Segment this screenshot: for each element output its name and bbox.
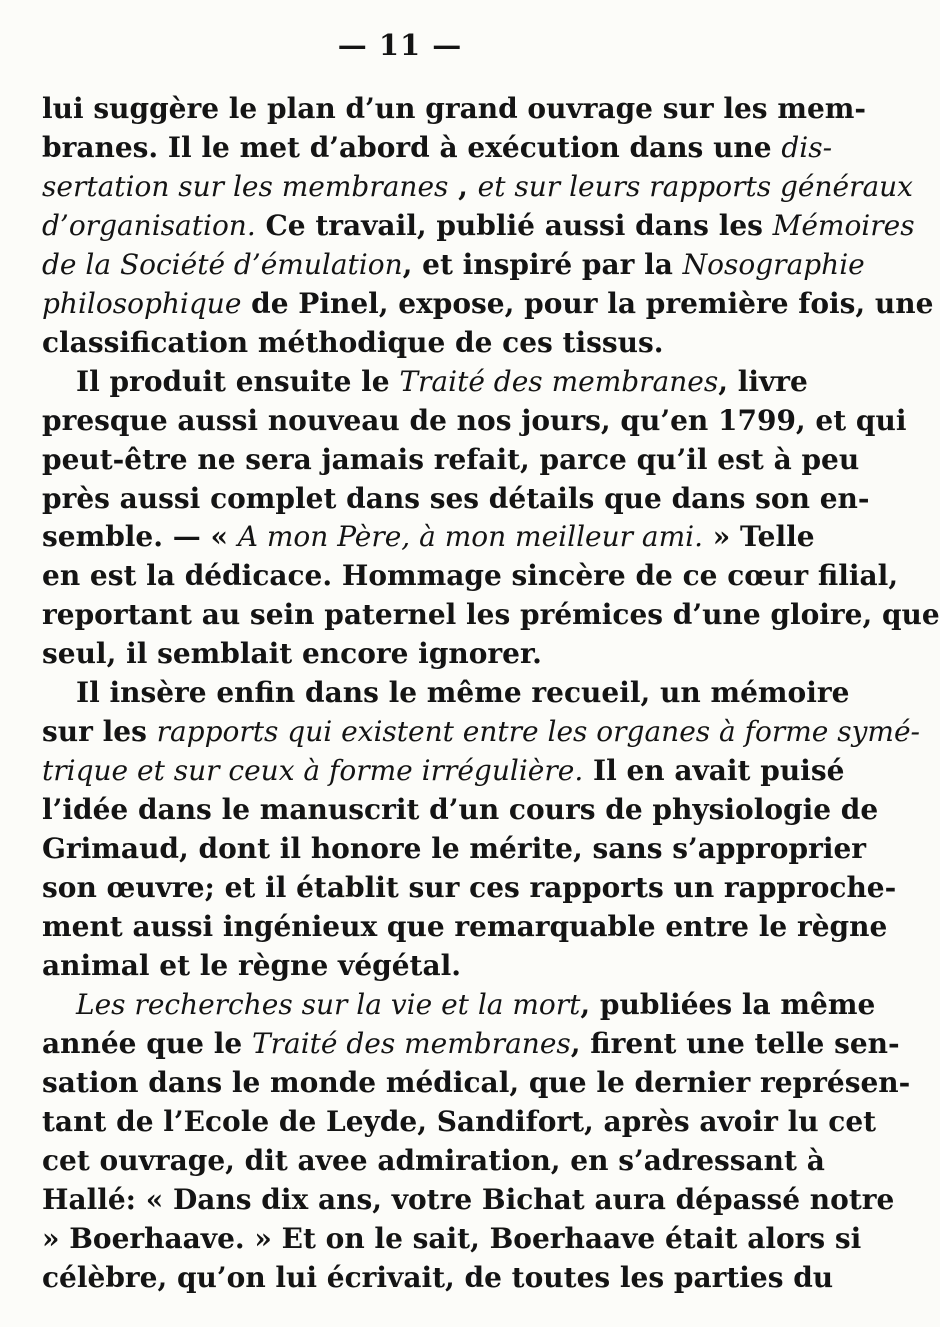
- text-run: , livre: [718, 364, 808, 398]
- text-line: [42, 169, 913, 207]
- page-number: — 11 —: [337, 28, 463, 62]
- text-run: de Pinel, expose, pour la première fois, une: [241, 286, 934, 320]
- text-line: [42, 286, 934, 324]
- text-line: [42, 753, 845, 791]
- italic-text: et sur leurs rapports généraux: [477, 169, 913, 203]
- text-run: seul, il semblait encore ignorer.: [42, 637, 542, 671]
- text-run: Hallé: « Dans dix ans, votre Bichat aura dépassé notre: [42, 1182, 895, 1216]
- text-run: Ce travail, publié aussi dans les: [255, 208, 773, 242]
- italic-text: de la Société d’émulation: [42, 247, 403, 281]
- text-run: tant de l’Ecole de Leyde, Sandifort, après avoir lu cet: [42, 1104, 877, 1138]
- text-line: [42, 597, 940, 635]
- text-line: [42, 403, 907, 441]
- text-line: [42, 1143, 825, 1181]
- text-line: [42, 909, 888, 947]
- text-line: [76, 364, 808, 402]
- text-line: [42, 1260, 834, 1298]
- text-line: [42, 831, 867, 869]
- text-run: lui suggère le plan d’un grand ouvrage sur les mem-: [42, 92, 867, 125]
- text-run: , firent une telle sen-: [570, 1026, 900, 1060]
- text-line: [42, 1104, 877, 1142]
- text-line: [42, 325, 760, 363]
- text-run: cet ouvrage, dit avee admiration, en s’adressant à: [42, 1143, 825, 1177]
- text-line: [42, 1026, 900, 1064]
- text-run: peut-être ne sera jamais refait, parce qu’il est à peu: [42, 442, 860, 476]
- italic-text: Mémoires: [772, 208, 915, 242]
- text-run: l’idée dans le manuscrit d’un cours de physiologie de: [42, 793, 879, 827]
- text-run: , publiées la même: [580, 987, 876, 1021]
- text-run: ment aussi ingénieux que remarquable entre le règne: [42, 909, 888, 943]
- text-run: animal et le règne végétal.: [42, 948, 461, 982]
- italic-text: rapports qui existent entre les organes à forme symé-: [156, 715, 921, 749]
- text-run: ,: [448, 169, 478, 203]
- text-run: sation dans le monde médical, que le dernier représen-: [42, 1065, 911, 1099]
- text-run: Il en avait puisé: [583, 754, 845, 788]
- text-line: [42, 130, 833, 168]
- text-line: [42, 558, 899, 596]
- text-run: Il produit ensuite le: [76, 364, 400, 398]
- text-run: semble. — «: [42, 520, 238, 554]
- text-run: » Boerhaave. » Et on le sait, Boerhaave était alors si: [42, 1221, 862, 1255]
- text-run: classification méthodique de ces tissus.: [42, 325, 664, 359]
- italic-text: dis-: [781, 130, 833, 164]
- text-run: année que le: [42, 1026, 252, 1060]
- text-line: [42, 1182, 895, 1220]
- text-run: sur les: [42, 715, 157, 749]
- text-run: presque aussi nouveau de nos jours, qu’en 1799, et qui: [42, 403, 907, 437]
- text-line: [76, 987, 876, 1025]
- italic-text: A mon Père, à mon meilleur ami.: [237, 520, 704, 554]
- text-line: [42, 792, 879, 830]
- text-line: [42, 247, 865, 285]
- text-line: [42, 208, 915, 246]
- text-line: [42, 636, 760, 674]
- text-line: [42, 948, 760, 986]
- italic-text: trique et sur ceux à forme irrégulière.: [42, 754, 584, 788]
- text-run: en est la dédicace. Hommage sincère de ce cœur filial,: [42, 559, 899, 593]
- italic-text: Traité des membranes: [399, 364, 719, 398]
- text-run: branes. Il le met d’abord à exécution dans une: [42, 130, 782, 164]
- text-line: [42, 1065, 911, 1103]
- text-run: Grimaud, dont il honore le mérite, sans s’approprier: [42, 832, 867, 866]
- text-line: [42, 91, 867, 129]
- text-run: son œuvre; et il établit sur ces rapports un rapproche-: [42, 871, 897, 904]
- text-line: [76, 675, 850, 713]
- text-run: près aussi complet dans ses détails que dans son en-: [42, 481, 870, 515]
- text-run: reportant au sein paternel les prémices d’une gloire, que: [42, 598, 940, 632]
- italic-text: d’organisation.: [42, 208, 256, 242]
- text-run: Il insère enfin dans le même recueil, un mémoire: [76, 676, 850, 710]
- text-run: célèbre, qu’on lui écrivait, de toutes les parties du: [42, 1260, 834, 1294]
- italic-text: Nosographie: [682, 247, 865, 281]
- text-line: [42, 1221, 862, 1259]
- text-line: [42, 714, 921, 752]
- text-line: [42, 481, 870, 519]
- text-run: » Telle: [703, 520, 815, 554]
- italic-text: sertation sur les membranes: [42, 169, 449, 203]
- italic-text: Traité des membranes: [251, 1026, 571, 1060]
- text-line: [42, 442, 860, 480]
- text-run: , et inspiré par la: [402, 247, 683, 281]
- italic-text: philosophique: [42, 286, 242, 320]
- text-line: [42, 519, 815, 557]
- italic-text: Les recherches sur la vie et la mort: [76, 987, 581, 1021]
- text-line: [42, 870, 897, 908]
